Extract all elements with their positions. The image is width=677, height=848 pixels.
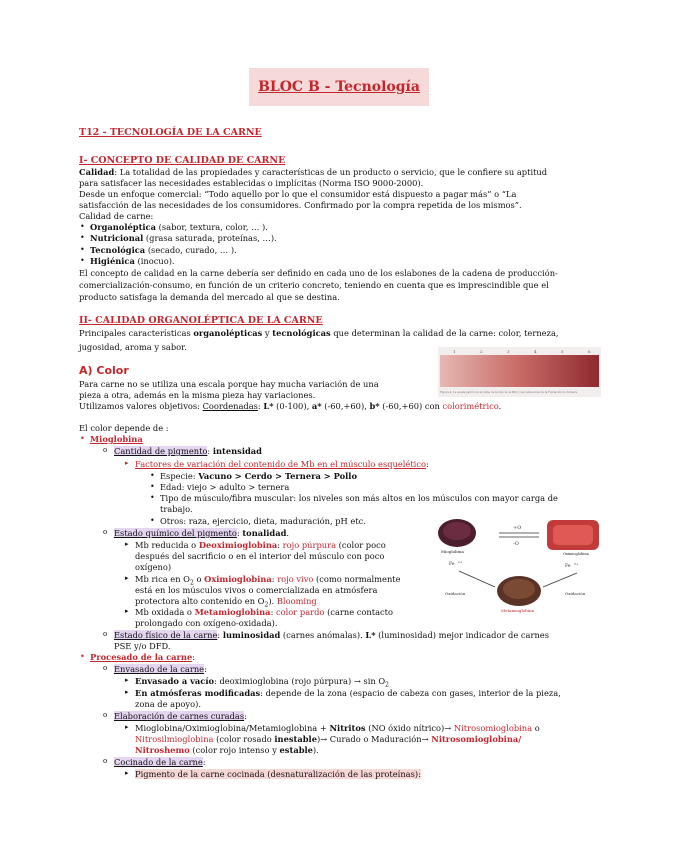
deoximioglobina-line-2: después del sacrificio o en el interior del músculo con poco: [135, 551, 385, 561]
organoleptic-intro-1: Principales características organolépticas y tecnológicas que determinan la calidad de la carne: color, terneza,: [79, 328, 559, 338]
organoleptic-intro-2: jugosidad, aroma y sabor.: [79, 342, 187, 352]
bullet-icon: •: [80, 652, 85, 661]
arrow-bullet-icon: ▸: [125, 574, 129, 582]
calidad-item-2: Nutricional (grasa saturada, proteínas, …).: [90, 233, 277, 243]
edad-line: Edad: viejo > adulto > ternera: [160, 482, 290, 492]
scale-num: 6: [588, 349, 591, 354]
calidad-item-1: Organoléptica (sabor, textura, color, … ).: [90, 222, 268, 232]
calidad-item-3: Tecnológica (secado, curado, … ).: [90, 245, 237, 255]
bullet-icon: •: [150, 516, 155, 525]
estado-quimico: Estado químico del pigmento: tonalidad.: [114, 528, 290, 538]
calidad-def-line2: para satisfacer las necesidades establecidas o implícitas (Norma ISO 9000-2000).: [79, 178, 424, 188]
procesado-label: Procesado de la carne:: [90, 652, 196, 662]
diag-fe2-right: Fe: [565, 564, 571, 569]
arrow-bullet-icon: ▸: [125, 723, 129, 731]
mioglobina-label: Mioglobina: [90, 434, 143, 444]
bullet-icon: •: [150, 482, 155, 491]
especie-line: Especie: Vacuno > Cerdo > Ternera > Pollo: [160, 471, 357, 481]
color-scale-graphic: [438, 347, 601, 397]
color-coordinates: Utilizamos valores objetivos: Coordenadas: L* (0-100), a* (-60,+60), b* (-60,+60) con colorimétrico.: [79, 401, 502, 411]
diag-o2-minus: -O: [513, 541, 519, 547]
oximioglobina-line-1: Mb rica en $O_2$ o Oximioglobina: rojo vivo (como normalmente: [135, 574, 401, 587]
diag-o2-plus: +O: [513, 525, 522, 531]
bullet-icon: •: [80, 434, 85, 443]
oximioglobina-line-2: está en los músculos vivos o comercializada en atmósfera: [135, 585, 378, 595]
diag-mioglobina: Mioglobina: [441, 549, 464, 554]
circle-bullet-icon: o: [103, 664, 108, 672]
calidad-def-line4: satisfacción de las necesidades de los consumidores. Confirmado por la compra repetida de los mismos”.: [79, 200, 522, 210]
atmosferas-line-1: En atmósferas modificadas: depende de la zona (espacio de cabeza con gases, interior de la pieza,: [135, 688, 561, 698]
arrow-bullet-icon: ▸: [125, 676, 129, 684]
arrow-bullet-icon: ▸: [125, 607, 129, 615]
arrow-bullet-icon: ▸: [125, 769, 129, 777]
calidad-carne-label: Calidad de carne:: [79, 211, 154, 221]
diag-metamioglobina: Metamioglobina: [501, 608, 534, 613]
envasado-vacio: Envasado a vacío: deoximioglobina (rojo púrpura) → $\sin O_2$: [135, 676, 389, 689]
diag-fe2-left: Fe: [449, 562, 455, 567]
tipo-musculo-line-1: Tipo de músculo/fibra muscular: los niveles son más altos en los músculos con mayor carga de: [160, 493, 558, 503]
deoximioglobina-line-1: Mb reducida o Deoximioglobina: rojo púrpura (color poco: [135, 540, 386, 550]
color-scale-image: [438, 347, 601, 397]
circle-bullet-icon: o: [103, 528, 108, 536]
cocinado-label: Cocinado de la carne:: [114, 757, 206, 767]
diag-oximioglobina: Oximioglobina: [563, 552, 589, 556]
bloc-title-box: [249, 68, 429, 106]
diag-oxidacion-left: Oxidación: [445, 591, 466, 596]
bullet-icon: •: [80, 256, 85, 265]
calidad-paragraph-2: comercialización-consumo, en función de un criterio concreto, teniendo en cuenta que es imprescindible que el: [79, 280, 549, 290]
arrow-bullet-icon: ▸: [125, 540, 129, 548]
tipo-musculo-line-2: trabajo.: [160, 504, 193, 514]
scale-num: 1: [453, 349, 456, 354]
cantidad-pigmento: Cantidad de pigmento: intensidad: [114, 446, 262, 456]
arrow-bullet-icon: ▸: [125, 459, 129, 467]
section-heading-1: I- CONCEPTO DE CALIDAD DE CARNE: [79, 155, 286, 166]
section-heading-2: II- CALIDAD ORGANOLÉPTICA DE LA CARNE: [79, 315, 323, 326]
atmosferas-line-2: zona de apoyo).: [135, 699, 201, 709]
circle-bullet-icon: o: [103, 446, 108, 454]
color-heading: A) Color: [79, 364, 129, 377]
estado-fisico-line-1: Estado físico de la carne: luminosidad (carnes anómalas). L* (luminosidad) mejor indicador de carnes: [114, 630, 549, 640]
pigmento-cocinada: Pigmento de la carne cocinada (desnaturalización de las proteínas):: [135, 769, 421, 779]
calidad-paragraph-3: producto satisfaga la demanda del mercado al que se destina.: [79, 292, 340, 302]
color-line-1: Para carne no se utiliza una escala porque hay mucha variación de una: [79, 379, 379, 389]
arrow-bullet-icon: ▸: [125, 688, 129, 696]
diag-fe2-left-sup: 2+: [458, 560, 463, 564]
bullet-icon: •: [80, 233, 85, 242]
calidad-def-line3: Desde un enfoque comercial: “Todo aquello por lo que el consumidor está dispuesto a pagar más” o “La: [79, 189, 517, 199]
oximioglobina-line-3: protectora alto contenido en $O_2$). Blooming: [135, 596, 317, 609]
circle-bullet-icon: o: [103, 757, 108, 765]
scale-num: 2: [480, 349, 483, 354]
calidad-item-4: Higiénica (inocuo).: [90, 256, 175, 266]
bullet-icon: •: [80, 245, 85, 254]
scale-num: 4: [534, 349, 537, 354]
color-depends: El color depende de :: [79, 423, 169, 433]
bullet-icon: •: [80, 222, 85, 231]
color-line-2: pieza a otra, además en la misma pieza hay variaciones.: [79, 390, 316, 400]
scale-num: 3: [507, 349, 510, 354]
diag-oxidacion-right: Oxidación: [565, 591, 586, 596]
bullet-icon: •: [150, 471, 155, 480]
topic-title: T12 - TECNOLOGÍA DE LA CARNE: [79, 127, 262, 138]
bloc-title: BLOC B - Tecnología: [258, 79, 420, 95]
circle-bullet-icon: o: [103, 711, 108, 719]
nitritos-line-1: Mioglobina/Oximioglobina/Metamioglobina + Nitritos (NO óxido nítrico)→ Nitrosomioglobina o: [135, 723, 540, 733]
diag-fe2-right-sup: 3+: [574, 562, 579, 566]
calidad-paragraph-1: El concepto de calidad en la carne debería ser definido en cada uno de los eslabones de la cadena de producción-: [79, 268, 558, 278]
scale-num: 5: [561, 349, 564, 354]
myoglobin-diagram-graphic: [437, 515, 602, 625]
metamioglobina-line-1: Mb oxidada o Metamioglobina: color pardo (carne contacto: [135, 607, 394, 617]
metamioglobina-line-2: prolongado con oxígeno-oxidada).: [135, 618, 278, 628]
circle-bullet-icon: o: [103, 630, 108, 638]
otros-line: Otros: raza, ejercicio, dieta, maduración, pH etc.: [160, 516, 366, 526]
elaboracion-label: Elaboración de carnes curadas:: [114, 711, 247, 721]
estado-fisico-line-2: PSE y/o DFD.: [114, 641, 171, 651]
calidad-def-line1: Calidad: La totalidad de las propiedades y características de un producto o servicio, que le confiere su aptitud: [79, 167, 548, 177]
factores-variacion: Factores de variación del contenido de Mb en el músculo esquelético:: [135, 459, 429, 469]
nitritos-line-2: Nitrosilmioglobina (color rosado inestable)→ Curado o Maduración→ Nitrosomioglobina/: [135, 734, 522, 744]
myoglobin-diagram: [437, 515, 602, 625]
envasado-label: Envasado de la carne:: [114, 664, 207, 674]
nitritos-line-3: Nitroshemo (color rojo intenso y estable).: [135, 745, 319, 755]
deoximioglobina-line-3: oxígeno): [135, 562, 172, 572]
scale-caption: Figura 4: 1a escala patrón de la carne de bovino de la FAO y las referencias de la Fundación de Ternera: [440, 391, 577, 394]
bullet-icon: •: [150, 493, 155, 502]
